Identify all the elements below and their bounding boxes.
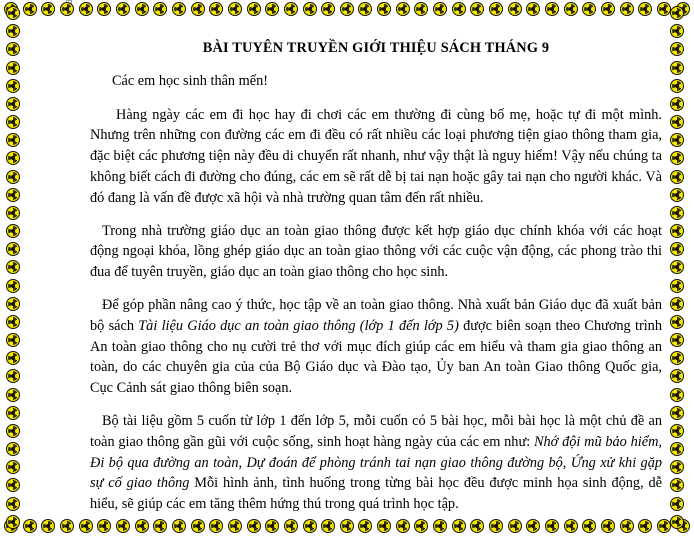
radiation-badge-icon (489, 2, 503, 16)
radiation-badge-icon (340, 2, 354, 16)
radiation-badge-icon (6, 260, 20, 274)
radiation-badge-icon (6, 315, 20, 329)
radiation-badge-icon (6, 333, 20, 347)
radiation-badge-icon (545, 2, 559, 16)
radiation-badge-icon (396, 2, 410, 16)
radiation-badge-icon (670, 115, 684, 129)
radiation-badge-icon (6, 442, 20, 456)
radiation-badge-icon (265, 2, 279, 16)
radiation-badge-icon (6, 206, 20, 220)
radiation-badge-icon (670, 151, 684, 165)
paragraph-3-text-a: Để góp phần nâng cao ý thức, học tập về an toàn giao thông. Nhà xuất bản Giáo dục đã xuất bản bộ sách (90, 296, 662, 334)
radiation-badge-icon (6, 297, 20, 311)
radiation-badge-icon (303, 2, 317, 16)
radiation-badge-icon (670, 351, 684, 365)
radiation-badge-icon (6, 497, 20, 511)
radiation-badge-icon (6, 424, 20, 438)
radiation-badge-icon (6, 224, 20, 238)
lesson-topics-italic: Nhớ đội mũ bảo hiểm, Đi bộ qua đường an toàn, Dự đoán để phòng tránh tai nạn giao thông đường bộ, Ứng xử khi gặp sự cố giao thông (90, 433, 662, 492)
radiation-badge-icon (6, 188, 20, 202)
radiation-badge-icon (470, 2, 484, 16)
radiation-badge-icon (6, 97, 20, 111)
radiation-badge-icon (670, 170, 684, 184)
radiation-badge-icon (23, 519, 37, 533)
radiation-badge-icon (79, 2, 93, 16)
radiation-badge-icon (153, 2, 167, 16)
paragraph-4[interactable] (90, 411, 662, 515)
left-page-border (6, 0, 24, 535)
radiation-badge-icon (670, 460, 684, 474)
radiation-badge-icon (6, 406, 20, 420)
radiation-badge-icon (358, 2, 372, 16)
radiation-badge-icon (6, 61, 20, 75)
radiation-badge-icon (670, 315, 684, 329)
radiation-badge-icon (670, 442, 684, 456)
radiation-badge-icon (670, 369, 684, 383)
paragraph-4-text-b: Mỗi hình ảnh, tình huống trong từng bài học đều được minh họa sinh động, dễ hiểu, sẽ giúp các em tăng thêm hứng thú trong quá trình học tập. (90, 475, 662, 513)
radiation-badge-icon (209, 2, 223, 16)
book-title-italic: Tài liệu Giáo dục an toàn giao thông (lớp 1 đến lớp 5) (138, 317, 459, 334)
radiation-badge-icon (508, 2, 522, 16)
radiation-badge-icon (670, 478, 684, 492)
radiation-badge-icon (135, 2, 149, 16)
radiation-badge-icon (564, 2, 578, 16)
radiation-badge-icon (670, 333, 684, 347)
radiation-badge-icon (670, 133, 684, 147)
radiation-badge-icon (6, 6, 20, 20)
radiation-badge-icon (6, 133, 20, 147)
radiation-badge-icon (670, 6, 684, 20)
radiation-badge-icon (670, 188, 684, 202)
radiation-badge-icon (228, 2, 242, 16)
radiation-badge-icon (601, 2, 615, 16)
radiation-badge-icon (414, 2, 428, 16)
radiation-badge-icon (6, 42, 20, 56)
radiation-badge-icon (41, 2, 55, 16)
radiation-badge-icon (670, 406, 684, 420)
radiation-badge-icon (191, 2, 205, 16)
radiation-badge-icon (6, 279, 20, 293)
radiation-badge-icon (670, 279, 684, 293)
radiation-badge-icon (670, 61, 684, 75)
radiation-badge-icon (6, 478, 20, 492)
radiation-badge-icon (6, 79, 20, 93)
radiation-badge-icon (6, 24, 20, 38)
radiation-badge-icon (452, 2, 466, 16)
radiation-badge-icon (6, 515, 20, 529)
radiation-badge-icon (657, 2, 671, 16)
radiation-badge-icon (377, 2, 391, 16)
top-page-border (0, 2, 694, 20)
radiation-badge-icon (670, 42, 684, 56)
radiation-badge-icon (60, 2, 74, 16)
paragraph-1[interactable]: Hàng ngày các em đi học hay đi chơi các em thường đi cùng bố mẹ, hoặc tự đi một mình. Nhưng trên những con đường các em đi đều có rất nhiều các loại phương tiện giao thông tham gia, đặc biệt các phương tiện này đều di chuyển rất nhanh, như vậy thật là nguy hiểm! Vậy nếu chúng ta không biết cách đi đường cho đúng, các em sẽ rất dễ bị tai nạn hoặc gây tai nạn cho người khác. Và đó đang là vấn đề được xã hội và nhà trường quan tâm đến rất nhiều. (90, 106, 662, 206)
radiation-badge-icon (41, 519, 55, 533)
radiation-badge-icon (582, 2, 596, 16)
radiation-badge-icon (670, 242, 684, 256)
radiation-badge-icon (670, 224, 684, 238)
radiation-badge-icon (6, 388, 20, 402)
paragraph-2[interactable]: Trong nhà trường giáo dục an toàn giao thông được kết hợp giáo dục chính khóa với các hoạt động ngoại khóa, lồng ghép giáo dục an toàn giao thông với các cuộc vận động, các phong trào thi đua để tuyên truyền, giáo dục an toàn giao thông cho học sinh. (90, 222, 662, 281)
radiation-badge-icon (433, 2, 447, 16)
radiation-badge-icon (247, 2, 261, 16)
document-body (90, 38, 662, 527)
radiation-badge-icon (284, 2, 298, 16)
radiation-badge-icon (60, 519, 74, 533)
radiation-badge-icon (97, 2, 111, 16)
radiation-badge-icon (6, 242, 20, 256)
radiation-badge-icon (526, 2, 540, 16)
paragraph-3-text-b: được biên soạn theo Chương trình An toàn giao thông cho nụ cười trẻ thơ với mục đích giúp các em hiểu và tham gia giao thông an toàn, do các chuyên gia của của Bộ Giáo dục và Đào tạo, Ủy ban An toàn Giao thông Quốc gia, Cục Cảnh sát giao thông biên soạn. (90, 317, 662, 397)
radiation-badge-icon (321, 2, 335, 16)
paragraph-4-text-a: Bộ tài liệu gồm 5 cuốn từ lớp 1 đến lớp 5, mỗi cuốn có 5 bài học, mỗi bài học là một chủ đề an toàn giao thông gần gũi với cuộc sống, sinh hoạt hàng ngày của các em như: (90, 412, 662, 450)
right-page-border (670, 0, 688, 535)
radiation-badge-icon (6, 115, 20, 129)
radiation-badge-icon (670, 297, 684, 311)
greeting-paragraph: Các em học sinh thân mến! (112, 72, 269, 89)
radiation-badge-icon (670, 260, 684, 274)
radiation-badge-icon (670, 79, 684, 93)
radiation-badge-icon (6, 151, 20, 165)
radiation-badge-icon (670, 388, 684, 402)
radiation-badge-icon (670, 206, 684, 220)
radiation-badge-icon (670, 515, 684, 529)
radiation-badge-icon (670, 497, 684, 511)
radiation-badge-icon (620, 2, 634, 16)
document-title: BÀI TUYÊN TRUYỀN GIỚI THIỆU SÁCH THÁNG 9 (202, 40, 550, 56)
paragraph-3[interactable] (90, 295, 662, 399)
radiation-badge-icon (670, 424, 684, 438)
radiation-badge-icon (670, 97, 684, 111)
radiation-badge-icon (6, 369, 20, 383)
radiation-badge-icon (116, 2, 130, 16)
radiation-badge-icon (6, 460, 20, 474)
radiation-badge-icon (6, 351, 20, 365)
radiation-badge-icon (670, 24, 684, 38)
radiation-badge-icon (6, 170, 20, 184)
radiation-badge-icon (638, 2, 652, 16)
radiation-badge-icon (23, 2, 37, 16)
radiation-badge-icon (172, 2, 186, 16)
